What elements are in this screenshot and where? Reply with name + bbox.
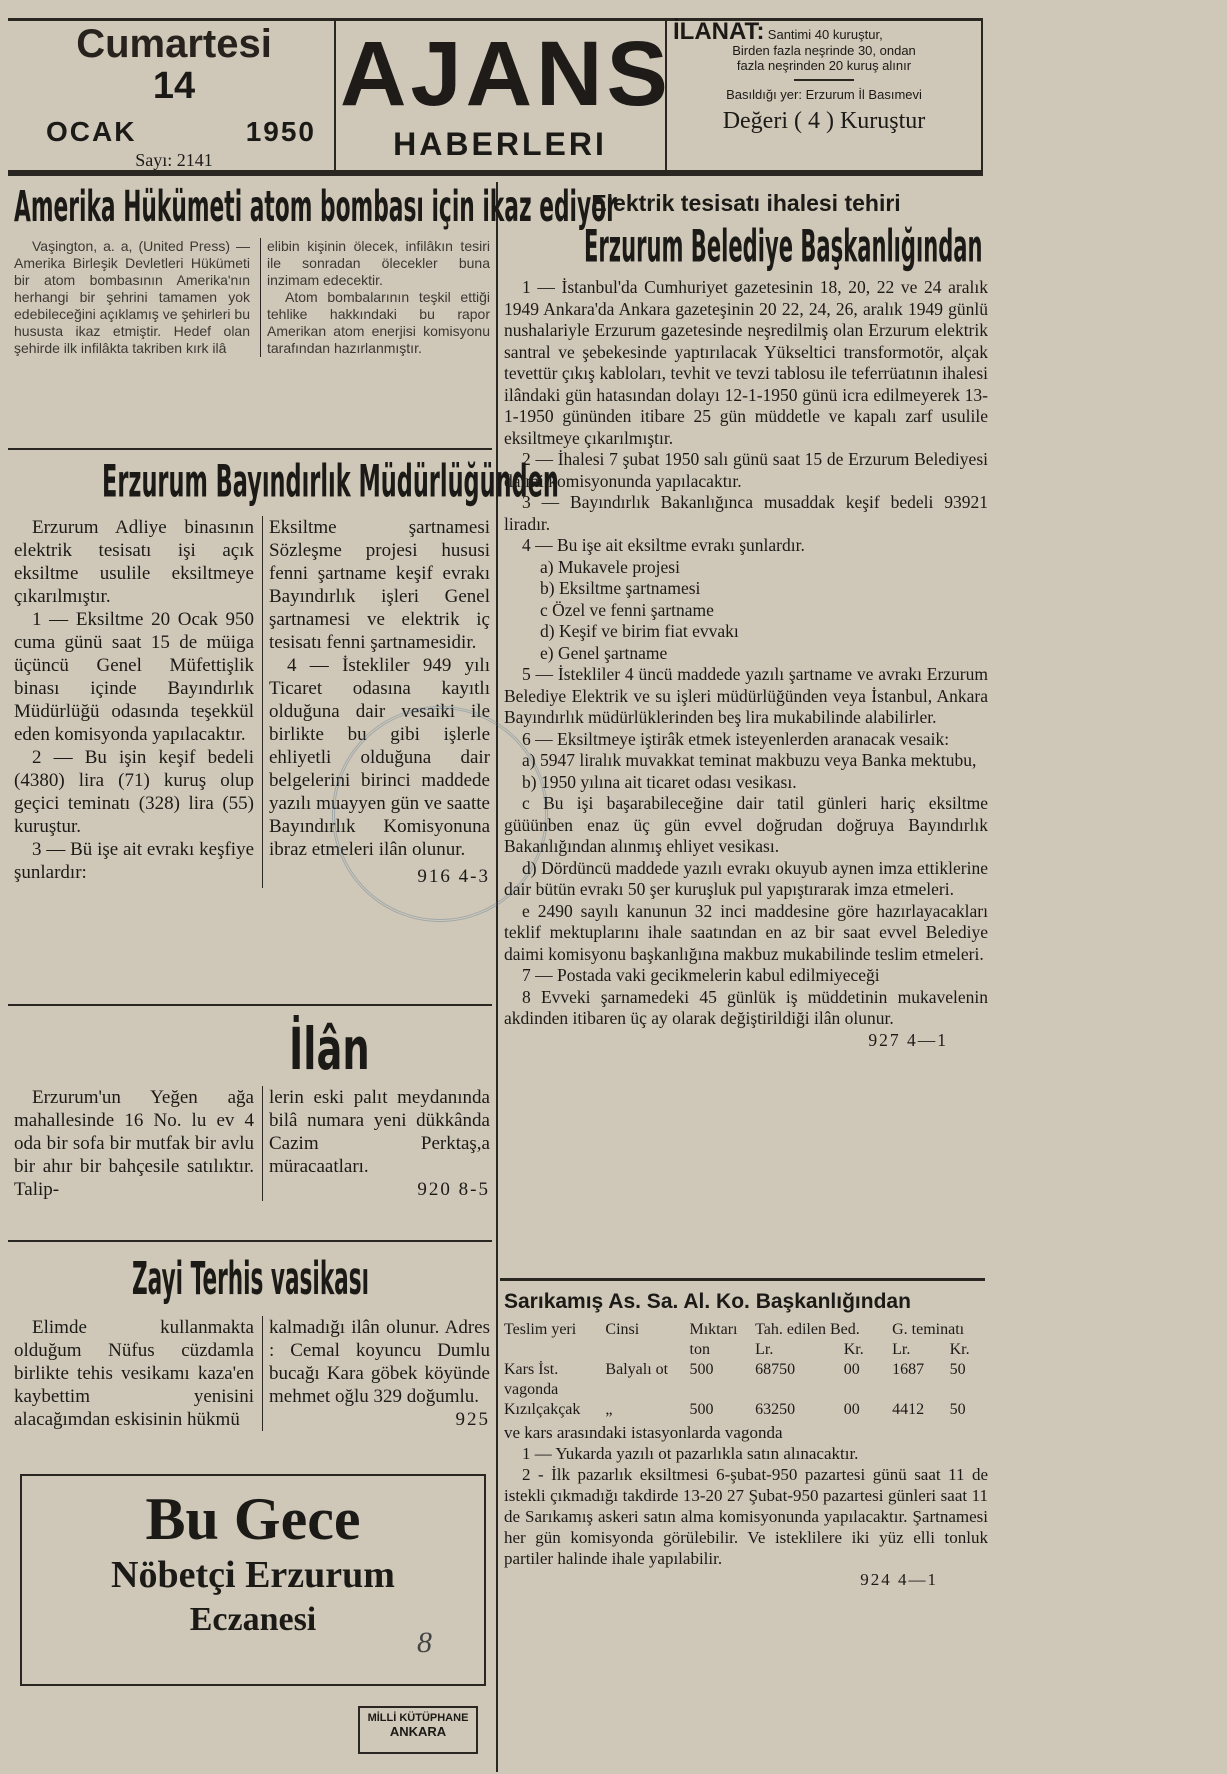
bayindirlik-headline: Erzurum Bayındırlık Müdürlüğünden: [102, 456, 559, 508]
bayindirlik-p6: 4 — İstekliler 949 yılı Ticaret odasına kayıtlı olduğuna dair vesaiki ile birlikte bu gibi işlerle ehliyetli olduğuna dair belgelerini birinci maddede yazılı muayyen gün ve saatte Bayındırlık Komisyonuna ibraz etmeleri ilân olunur.: [269, 655, 490, 860]
library-stamp: [358, 1706, 478, 1754]
ilan-col1: Erzurum'un Yeğen ağa mahallesinde 16 No. lu ev 4 oda bir sofa bir mutfak bir avlu bir ahır bir bahçesile satılıktır. Talip-: [14, 1087, 254, 1200]
elektrik-article: [504, 182, 988, 1272]
elektrik-ref: 927 4—1: [868, 1029, 948, 1050]
table-cell: 50: [949, 1401, 966, 1418]
divider-right: [500, 1278, 985, 1281]
atom-headline: Amerika Hükümeti atom bombası için ikaz ediyor: [14, 182, 617, 232]
table-cell: Kızılçakçak: [504, 1401, 581, 1418]
table-cell: Balyalı ot: [605, 1361, 669, 1378]
ilan-headline-wrap: [14, 1010, 490, 1082]
table-cell: 500: [689, 1401, 714, 1418]
table-cell: [605, 1340, 689, 1360]
zayi-article: [14, 1246, 490, 1466]
elektrik-subhead-wrap: [504, 217, 988, 273]
table-cell: 500: [689, 1361, 714, 1378]
sarikamis-p2: 2 - İlk pazarlık eksiltmesi 6-şubat-950 pazartesi günü saat 11 de istekli çıkmadığı takdirde 13-20 27 Şubat-950 pazartesi günleri saat 11 de Sarıkamış askeri satın alma komisyonunda yapılacaktır. Şartnamesi her gün komisyonda görülebilir. Ve isteklilere iki yüz elli tonluk partiler halinde ihale yapılabilir.: [504, 1465, 988, 1568]
zayi-col1: Elimde kullanmakta olduğum Nüfus cüzdamla birlikte tehis vesikamı kaza'en kaybettim yenisini alacağımdan eskisinin hükmü: [14, 1317, 254, 1430]
bu-gece-box: [20, 1474, 486, 1686]
library-stamp-line1: MİLLİ KÜTÜPHANE: [367, 1712, 469, 1724]
ad-line1: Santimi 40 kuruştur,: [767, 27, 883, 42]
table-row-vagonda: [504, 1380, 988, 1400]
bayindirlik-article: [14, 456, 559, 996]
divider-2: [8, 1004, 492, 1006]
table-row: [504, 1360, 988, 1380]
table-cell: 4412: [892, 1401, 925, 1418]
zayi-ref: 925: [455, 1409, 490, 1430]
day-name: Cumartesi: [76, 22, 272, 66]
table-cell: Kr.: [949, 1341, 970, 1358]
elektrik-p1: 1 — İstanbul'da Cumhuriyet gazetesinin 18, 20, 22 ve 24 aralık 1949 Ankara'da Ankara gazeteşinin 20 22, 24, 26, aralık 1949 günlü nushalariyle Erzurum gazetesinde neşredilmiş olan Erzurum elektrik santral ve şebekesinde yaptırılacak Yükseltici transformotör, alçak tevettür çıkış kabloları, tevhit ve tevzi tablosu ile teferrüatının ihalesi ilândaki gün hatasından dolayı 12-1-1950 günü icra edilmeyerek 13-1-1950 gününden itibare 25 gün müddetle ve kapalı zarf usulile eksiltmeye çıkarılmıştır.: [504, 277, 988, 448]
table-cell: Kr.: [843, 1341, 864, 1358]
elektrik-vesaik-a: a) 5947 liralık muvakkat teminat makbuzu veya Banka mektubu,: [522, 750, 977, 770]
elektrik-headline: Elektrik tesisatı ihalesi tehiri: [591, 190, 901, 216]
elektrik-doc-a: a) Mukavele projesi: [540, 556, 680, 577]
title-block: [340, 20, 672, 170]
library-stamp-line2: ANKARA: [389, 1724, 447, 1739]
table-header-cell: Mıktarı: [689, 1321, 738, 1338]
table-cell: 63250: [755, 1401, 796, 1418]
table-unit-row: [504, 1340, 988, 1360]
ilan-article: [14, 1010, 490, 1234]
year: 1950: [245, 116, 316, 147]
sarikamis-headline: Sarıkamış As. Sa. Al. Ko. Başkanlığından: [504, 1290, 911, 1313]
table-header-cell: G. teminatı: [892, 1321, 965, 1338]
table-cell: 00: [843, 1361, 860, 1378]
sarikamis-table: [504, 1320, 988, 1420]
sarikamis-p1: 1 — Yukarda yazılı ot pazarlıkla satın alınacaktır.: [522, 1444, 859, 1463]
divider-1: [8, 448, 492, 450]
column-divider: [496, 182, 498, 1772]
bayindirlik-headline-wrap: [14, 456, 559, 510]
table-cell: 68750: [755, 1361, 796, 1378]
handwritten-mark: 8: [417, 1626, 432, 1659]
elektrik-p8: 8 Evveki şarnamedeki 45 günlük iş müddetinin mukavelenin akdinden itibaren üç ay olarak değiştirildiği ilân olunur.: [504, 986, 988, 1028]
zayi-headline: Zayi Terhis vasikası: [132, 1254, 370, 1306]
elektrik-doc-c: c Özel ve fenni şartname: [540, 599, 714, 620]
price-line: Değeri ( 4 ) Kuruştur: [722, 108, 926, 134]
elektrik-vesaik-d: d) Dördüncü maddede yazılı evrakı okuyub aynen imza ettiklerine dair bütün evrakı 50 şer kuruşluk pul yapıştırarak imza etmeleri.: [504, 857, 988, 899]
bayindirlik-p2: 1 — Eksiltme 20 Ocak 950 cuma günü saat 15 de müiga üçüncü Genel Müfettişlik binası içinde Bayındırlık Müdürlüğü odasında teşekkül eden komisyonda yapılacaktır.: [14, 609, 254, 745]
ornament-divider: [794, 79, 854, 81]
table-header-row: [504, 1320, 988, 1340]
table-cell: „: [605, 1401, 613, 1418]
elektrik-doc-e: e) Genel şartname: [540, 642, 668, 663]
table-cell: 50: [949, 1361, 966, 1378]
masthead-bottom-rule: [8, 170, 983, 176]
day-number: 14: [152, 65, 196, 107]
elektrik-vesaik-c: c Bu işi başarabileceğine dair tatil günleri hariç eksiltme güüünben enaz üç gün evvel doğrudan doğruya Bayındırlık Bakanlığından alınmış ehliyet vesikası.: [504, 793, 988, 856]
elektrik-vesaik-e: e 2490 sayılı kanunun 32 inci maddesine göre hazırlayacakları teklif mektuplarını ihale saatından en az bir saat evvel Belediye daimi komisyonu başkanlığına makbuz mukabilinde teslim etmeleri.: [504, 900, 988, 964]
divider-3: [8, 1240, 492, 1242]
elektrik-p6: 6 — Eksiltmeye iştirâk etmek isteyenlerden aranacak vesaik:: [522, 728, 950, 749]
ad-rates-row: [673, 18, 975, 45]
sarikamis-note: ve kars arasındaki istasyonlarda vagonda: [504, 1423, 783, 1442]
table-cell: 1687: [892, 1361, 925, 1378]
bayindirlik-p4: 3 — Bü işe ait evrakı keşfiye şunlardır:: [14, 839, 254, 883]
atom-col2b: Atom bombalarının teşkil ettiği tehlike hakkındaki bu rapor Amerikan atom enerjisi komisyonu tarafından hazırlanmıştır.: [267, 289, 490, 356]
table-cell: [504, 1340, 605, 1360]
issue-number: Sayı: 2141: [135, 150, 213, 170]
elektrik-p2: 2 — İhalesi 7 şubat 1950 salı günü saat 15 de Erzurum Belediyesi daimi komisyonunda yapılacaktır.: [504, 449, 988, 491]
sarikamis-ref: 924 4—1: [860, 1570, 938, 1589]
ad-line3: fazla neşrinden 20 kuruş alınır: [736, 58, 912, 73]
bayindirlik-p5: Eksiltme şartnamesi Sözleşme projesi hususi fenni şartname keşif evrakı Bayındırlık işleri Genel şartnamesi ve elektrik iç tesisatı fenni şartnamesidir.: [269, 517, 490, 653]
atom-col1: Vaşington, a. a, (United Press) — Amerika Birleşik Devletleri Hükümeti bir atom bombasının Amerika'nın herhangi bir şehrini tamamen yok edebileceğini açıklamış ve şehirleri bu hususta ikaz etmiştir. Hedef olan şehirde ilk infilâkta takriben kırk ilâ: [14, 238, 250, 356]
atom-article: [14, 182, 617, 440]
table-cell: vagonda: [504, 1381, 559, 1398]
elektrik-subhead: Erzurum Belediye Başkanlığından: [584, 221, 983, 273]
newspaper-title: AJANS: [340, 23, 672, 125]
ad-info-box: [665, 20, 983, 170]
ilan-ref: 920 8-5: [417, 1179, 490, 1200]
printer-line: Basıldığı yer: Erzurum İl Basımevi: [726, 87, 922, 102]
bayindirlik-p3: 2 — Bu işin keşif bedeli (4380) lira (71) kuruş olup geçici teminatı (328) lira (55) kuruştur.: [14, 747, 254, 837]
newspaper-subtitle: HABERLERI: [393, 126, 607, 162]
table-header-cell: Teslim yeri: [504, 1321, 577, 1338]
table-cell: Lr.: [755, 1341, 774, 1358]
elektrik-p4: 4 — Bu işe ait eksiltme evrakı şunlardır.: [522, 535, 805, 555]
ilan-col2: lerin eski palıt meydanında bilâ numara yeni dükkânda Cazim Perktaş,a müracaatları.: [269, 1087, 490, 1177]
table-cell: Lr.: [892, 1341, 911, 1358]
table-row: [504, 1400, 988, 1420]
date-box: [14, 20, 336, 170]
table-cell: Kars İst.: [504, 1361, 559, 1378]
bu-gece-line2: Nöbetçi Erzurum: [111, 1554, 395, 1596]
table-header-cell: Cinsi: [605, 1321, 640, 1338]
elektrik-doc-b: b) Eksiltme şartnamesi: [540, 578, 701, 598]
elektrik-doc-d: d) Keşif ve birim fiat evvakı: [540, 621, 739, 641]
ilan-headline: İlân: [289, 1016, 370, 1084]
bu-gece-line3: Eczanesi: [189, 1601, 317, 1638]
ad-title: İLANAT:: [673, 18, 765, 45]
atom-col2a: elibin kişinin ölecek, infilâkın tesiri ile sonradan ölecekler buna inzimam edecektir.: [267, 238, 490, 288]
elektrik-p5: 5 — İstekliler 4 üncü maddede yazılı şartname ve avrakı Erzurum Belediye Elektrik ve su işleri müdürlüğünden veya İstanbul, Ankara Bayındırlık müdürlüklerinden beş lira mukabilinde alabilirler.: [504, 664, 988, 727]
month-year-row: [46, 116, 316, 152]
zayi-headline-wrap: [14, 1246, 490, 1312]
zayi-col2: kalmadığı ilân olunur. Adres : Cemal koyuncu Dumlu bucağı Kara göbek köyünde mehmet oğlu 329 doğumlu.: [269, 1317, 490, 1407]
table-header-cell: Tah. edilen Bed.: [755, 1321, 860, 1338]
elektrik-p3: 3 — Bayındırlık Bakanlığınca musaddak keşif bedeli 93921 liradır.: [504, 492, 988, 534]
atom-headline-wrap: [14, 182, 617, 232]
elektrik-p7: 7 — Postada vaki gecikmelerin kabul edilmiyeceği: [522, 965, 880, 985]
month: OCAK: [46, 116, 137, 147]
ad-line2: Birden fazla neşrinde 30, ondan: [732, 43, 916, 58]
bayindirlik-ref: 916 4-3: [417, 866, 490, 887]
bu-gece-title: Bu Gece: [145, 1486, 361, 1552]
elektrik-vesaik-b: b) 1950 yılına ait ticaret odası vesikası.: [522, 771, 797, 792]
sarikamis-article: [504, 1286, 988, 1770]
bayindirlik-p1: Erzurum Adliye binasının elektrik tesisatı işi açık eksiltme usulile eksiltmeye çıkarılmıştır.: [14, 517, 254, 607]
table-cell: 00: [843, 1401, 860, 1418]
table-cell: ton: [689, 1341, 710, 1358]
